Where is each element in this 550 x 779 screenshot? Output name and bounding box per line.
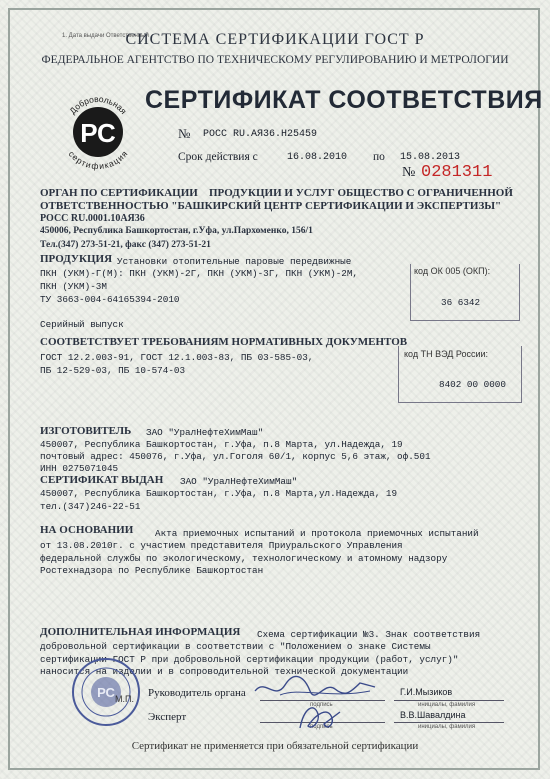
expert-name-line <box>394 722 504 723</box>
footer-note: Сертификат не применяется при обязательной сертификации <box>131 740 419 752</box>
organ-line2: ОТВЕТСТВЕННОСТЬЮ "БАШКИРСКИЙ ЦЕНТР СЕРТИФИКАЦИИ И ЭКСПЕРТИЗЫ" <box>40 200 502 212</box>
basis-line4: Ростехнадзора по Республике Башкортостан <box>40 565 264 576</box>
head-caption-right: инициалы, фамилия <box>418 702 476 708</box>
certificate-title: СЕРТИФИКАТ СООТВЕТСТВИЯ <box>145 86 543 114</box>
serial-label: № <box>402 165 416 180</box>
additional-label: ДОПОЛНИТЕЛЬНАЯ ИНФОРМАЦИЯ <box>40 626 241 638</box>
agency-header: ФЕДЕРАЛЬНОЕ АГЕНТСТВО ПО ТЕХНИЧЕСКОМУ РЕГУЛИРОВАНИЮ И МЕТРОЛОГИИ <box>41 54 509 66</box>
organ-label: ОРГАН ПО СЕРТИФИКАЦИИ <box>40 187 198 199</box>
serial-number: 0281311 <box>421 163 493 182</box>
compliance-label: СООТВЕТСТВУЕТ ТРЕБОВАНИЯМ НОРМАТИВНЫХ ДОКУМЕНТОВ <box>40 336 408 348</box>
expert-label: Эксперт <box>148 711 187 723</box>
additional-line2: добровольной сертификации в соответствии с "Положением о знаке Системы <box>40 641 431 652</box>
top-note: 1. Дата выдачи Ответственный <box>62 33 149 39</box>
mp-label: М.П. <box>115 694 134 704</box>
stamp-seal <box>70 656 142 728</box>
issued-line1: 450007, Республика Башкортостан, г.Уфа, п.8 Марта,ул.Надежда, 19 <box>40 488 398 499</box>
additional-line3: сертификации ГОСТ Р при добровольной сертификации продукции (работ, услуг)" <box>40 654 459 665</box>
logo-top-text: Добровольная <box>67 93 129 116</box>
expert-caption-left: подпись <box>310 724 333 730</box>
okp-value: 36 6342 <box>441 297 481 308</box>
logo-bottom-text: сертификация <box>66 148 130 172</box>
manufacturer-name: ЗАО "УралНефтеХимМаш" <box>146 427 264 438</box>
serial-output: Серийный выпуск <box>40 319 124 330</box>
rs-logo <box>58 92 138 172</box>
okp-label: код ОК 005 (ОКП): <box>414 266 491 276</box>
additional-line4: наносится на изделии и в сопроводительной технической документации <box>40 666 409 677</box>
manufacturer-line1: 450007, Республика Башкортостан, г.Уфа, п.8 Марта, ул.Надежда, 19 <box>40 439 403 450</box>
manufacturer-line3: ИНН 0275071045 <box>40 463 119 474</box>
basis-line3: федеральной службы по экологическому, технологическому и атомному надзору <box>40 553 448 564</box>
compliance-line1: ГОСТ 12.2.003-91, ГОСТ 12.1.003-83, ПБ 03-585-03, <box>40 352 314 363</box>
organ-line3: РОСС RU.0001.10АЯ36 <box>40 213 145 224</box>
expert-name: В.В.Шавалдина <box>400 710 466 720</box>
organ-line5: Тел.(347) 273-51-21, факс (347) 273-51-21 <box>40 240 211 250</box>
product-line4: ТУ 3663-004-64165394-2010 <box>40 294 180 305</box>
issued-name: ЗАО "УралНефтеХимМаш" <box>180 476 298 487</box>
validity-to: 15.08.2013 <box>400 152 461 163</box>
logo-letters: РС <box>80 118 116 148</box>
validity-from: 16.08.2010 <box>287 152 348 163</box>
basis-label: НА ОСНОВАНИИ <box>40 524 134 536</box>
svg-text:РС: РС <box>97 685 115 700</box>
product-line2: ПКН (УКМ)-Г(М): ПКН (УКМ)-2Г, ПКН (УКМ)-3Г, ПКН (УКМ)-2М, <box>40 268 359 279</box>
compliance-line2: ПБ 12-529-03, ПБ 10-574-03 <box>40 365 186 376</box>
certificate-number: РОСС RU.АЯ36.Н25459 <box>203 129 318 140</box>
number-label: № <box>178 126 191 141</box>
validity-label: Срок действия с <box>178 151 258 163</box>
system-header: СИСТЕМА СЕРТИФИКАЦИИ ГОСТ Р <box>125 31 425 48</box>
product-label: ПРОДУКЦИЯ <box>40 253 113 265</box>
expert-signature <box>290 700 350 734</box>
basis-line2: от 13.08.2010г. с участием представителя Приуральского Управления <box>40 540 403 551</box>
head-caption-left: подпись <box>310 702 333 708</box>
manufacturer-line2: почтовый адрес: 450076, г.Уфа, ул.Гоголя 60/1, корпус 5,6 этаж, оф.501 <box>40 451 431 462</box>
additional-line1: Схема сертификации №3. Знак соответствия <box>257 629 481 640</box>
product-line1: Установки отопительные паровые передвижные <box>117 256 352 267</box>
expert-caption-right: инициалы, фамилия <box>418 724 476 730</box>
validity-to-label: по <box>373 151 385 163</box>
organ-line4: 450006, Республика Башкортостан, г.Уфа, ул.Пархоменко, 156/1 <box>40 226 313 236</box>
tnved-value: 8402 00 0000 <box>439 379 506 390</box>
organ-line1: ПРОДУКЦИИ И УСЛУГ ОБЩЕСТВО С ОГРАНИЧЕННОЙ <box>209 187 513 199</box>
head-name: Г.И.Мызиков <box>400 687 453 697</box>
head-label: Руководитель органа <box>148 687 246 699</box>
issued-label: СЕРТИФИКАТ ВЫДАН <box>40 474 164 486</box>
head-signature <box>250 673 380 703</box>
tnved-label: код ТН ВЭД России: <box>404 349 489 359</box>
basis-line1: Акта приемочных испытаний и протокола приемочных испытаний <box>155 528 479 539</box>
issued-line2: тел.(347)246-22-51 <box>40 501 141 512</box>
product-line3: ПКН (УКМ)-3М <box>40 281 107 292</box>
head-name-line <box>394 700 504 701</box>
manufacturer-label: ИЗГОТОВИТЕЛЬ <box>40 425 132 437</box>
